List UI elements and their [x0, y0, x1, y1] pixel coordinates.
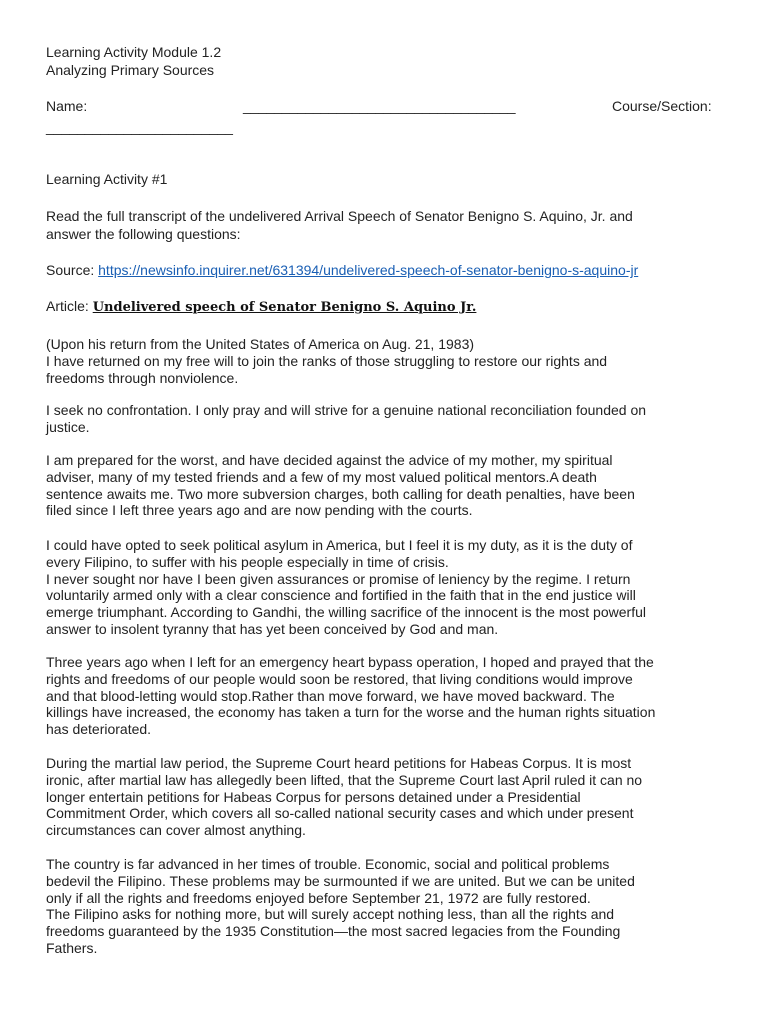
name-label: Name: [46, 98, 88, 114]
instructions-line-2: answer the following questions: [46, 226, 241, 242]
course-section-blank: ________________________ [46, 119, 233, 135]
article-title: Undelivered speech of Senator Benigno S. Aquino Jr. [92, 300, 477, 315]
speech-paragraph-6 [46, 755, 726, 839]
name-blank: ___________________________________ [243, 98, 516, 114]
speech-paragraph-2 [46, 402, 726, 436]
paragraph-line: only if all the rights and freedoms enjoyed before September 21, 1972 are fully restored. [46, 889, 591, 906]
speech-paragraph-7 [46, 856, 726, 957]
paragraph-line: I could have opted to seek political asylum in America, but I feel it is my duty, as it is the duty of [46, 537, 633, 553]
paragraph-line: The country is far advanced in her times of trouble. Economic, social and political problems [46, 856, 610, 872]
article-label: Article: [46, 298, 93, 314]
paragraph-line: justice. [46, 418, 90, 435]
paragraph-line: circumstances can cover almost anything. [46, 822, 306, 839]
paragraph-line: ironic, after martial law has allegedly been lifted, that the Supreme Court last April ruled it can no [46, 771, 643, 788]
paragraph-line: killings have increased, the economy has taken a turn for the worse and the human rights situation [46, 704, 656, 721]
instructions-line-1: Read the full transcript of the undelivered Arrival Speech of Senator Benigno S. Aquino, Jr. and [46, 208, 633, 224]
speech-paragraph-3 [46, 452, 726, 519]
article-line [46, 298, 476, 316]
source-label: Source: [46, 262, 99, 278]
paragraph-line: freedoms through nonviolence. [46, 369, 239, 386]
course-section-label: Course/Section: [612, 98, 712, 114]
paragraph-line: I am prepared for the worst, and have decided against the advice of my mother, my spiritual [46, 452, 613, 468]
paragraph-line: The Filipino asks for nothing more, but will surely accept nothing less, than all the rights and [46, 906, 615, 923]
paragraph-line: adviser, many of my tested friends and a few of my most valued political mentors.A death [46, 468, 597, 485]
paragraph-line: and that blood-letting would stop.Rather than move forward, we have moved backward. The [46, 687, 615, 704]
activity-title: Learning Activity #1 [46, 171, 168, 187]
speech-paragraph-5 [46, 654, 726, 738]
source-link[interactable]: https://newsinfo.inquirer.net/631394/undelivered-speech-of-senator-benigno-s-aquino-jr [98, 262, 639, 278]
paragraph-line: every Filipino, to suffer with his people especially in time of crisis. [46, 553, 449, 570]
paragraph-line: answer to insolent tyranny that has yet been conceived by God and man. [46, 620, 499, 637]
paragraph-line: freedoms guaranteed by the 1935 Constitution—the most sacred legacies from the Founding [46, 923, 621, 940]
paragraph-line: longer entertain petitions for Habeas Corpus for persons detained under a Presidential [46, 788, 581, 805]
speech-paragraph-4 [46, 537, 726, 638]
paragraph-line: bedevil the Filipino. These problems may be surmounted if we are united. But we can be united [46, 872, 635, 889]
speech-paragraph-1 [46, 336, 726, 386]
paragraph-line: I never sought nor have I been given assurances or promise of leniency by the regime. I return [46, 570, 631, 587]
paragraph-line: Three years ago when I left for an emergency heart bypass operation, I hoped and prayed that the [46, 654, 654, 670]
paragraph-line: filed since I left three years ago and are now pending with the courts. [46, 502, 473, 519]
paragraph-line: rights and freedoms of our people would soon be restored, that living conditions would improve [46, 670, 633, 687]
paragraph-line: sentence awaits me. Two more subversion charges, both calling for death penalties, have been [46, 485, 635, 502]
paragraph-line: Commitment Order, which covers all so-called national security cases and which under present [46, 805, 634, 822]
paragraph-line: I seek no confrontation. I only pray and will strive for a genuine national reconciliation founded on [46, 402, 647, 418]
paragraph-line: I have returned on my free will to join the ranks of those struggling to restore our rights and [46, 352, 608, 369]
paragraph-line: emerge triumphant. According to Gandhi, the willing sacrifice of the innocent is the most powerful [46, 604, 646, 621]
paragraph-line: Fathers. [46, 939, 98, 956]
source-line [46, 262, 638, 279]
paragraph-line: (Upon his return from the United States of America on Aug. 21, 1983) [46, 336, 475, 352]
paragraph-line: voluntarily armed only with a clear conscience and fortified in the faith that in the end justice will [46, 587, 636, 604]
paragraph-line: has deteriorated. [46, 721, 152, 738]
module-title: Learning Activity Module 1.2 [46, 44, 222, 60]
paragraph-line: During the martial law period, the Supreme Court heard petitions for Habeas Corpus. It is most [46, 755, 632, 771]
module-subtitle: Analyzing Primary Sources [46, 62, 215, 78]
name-course-row [46, 98, 726, 115]
